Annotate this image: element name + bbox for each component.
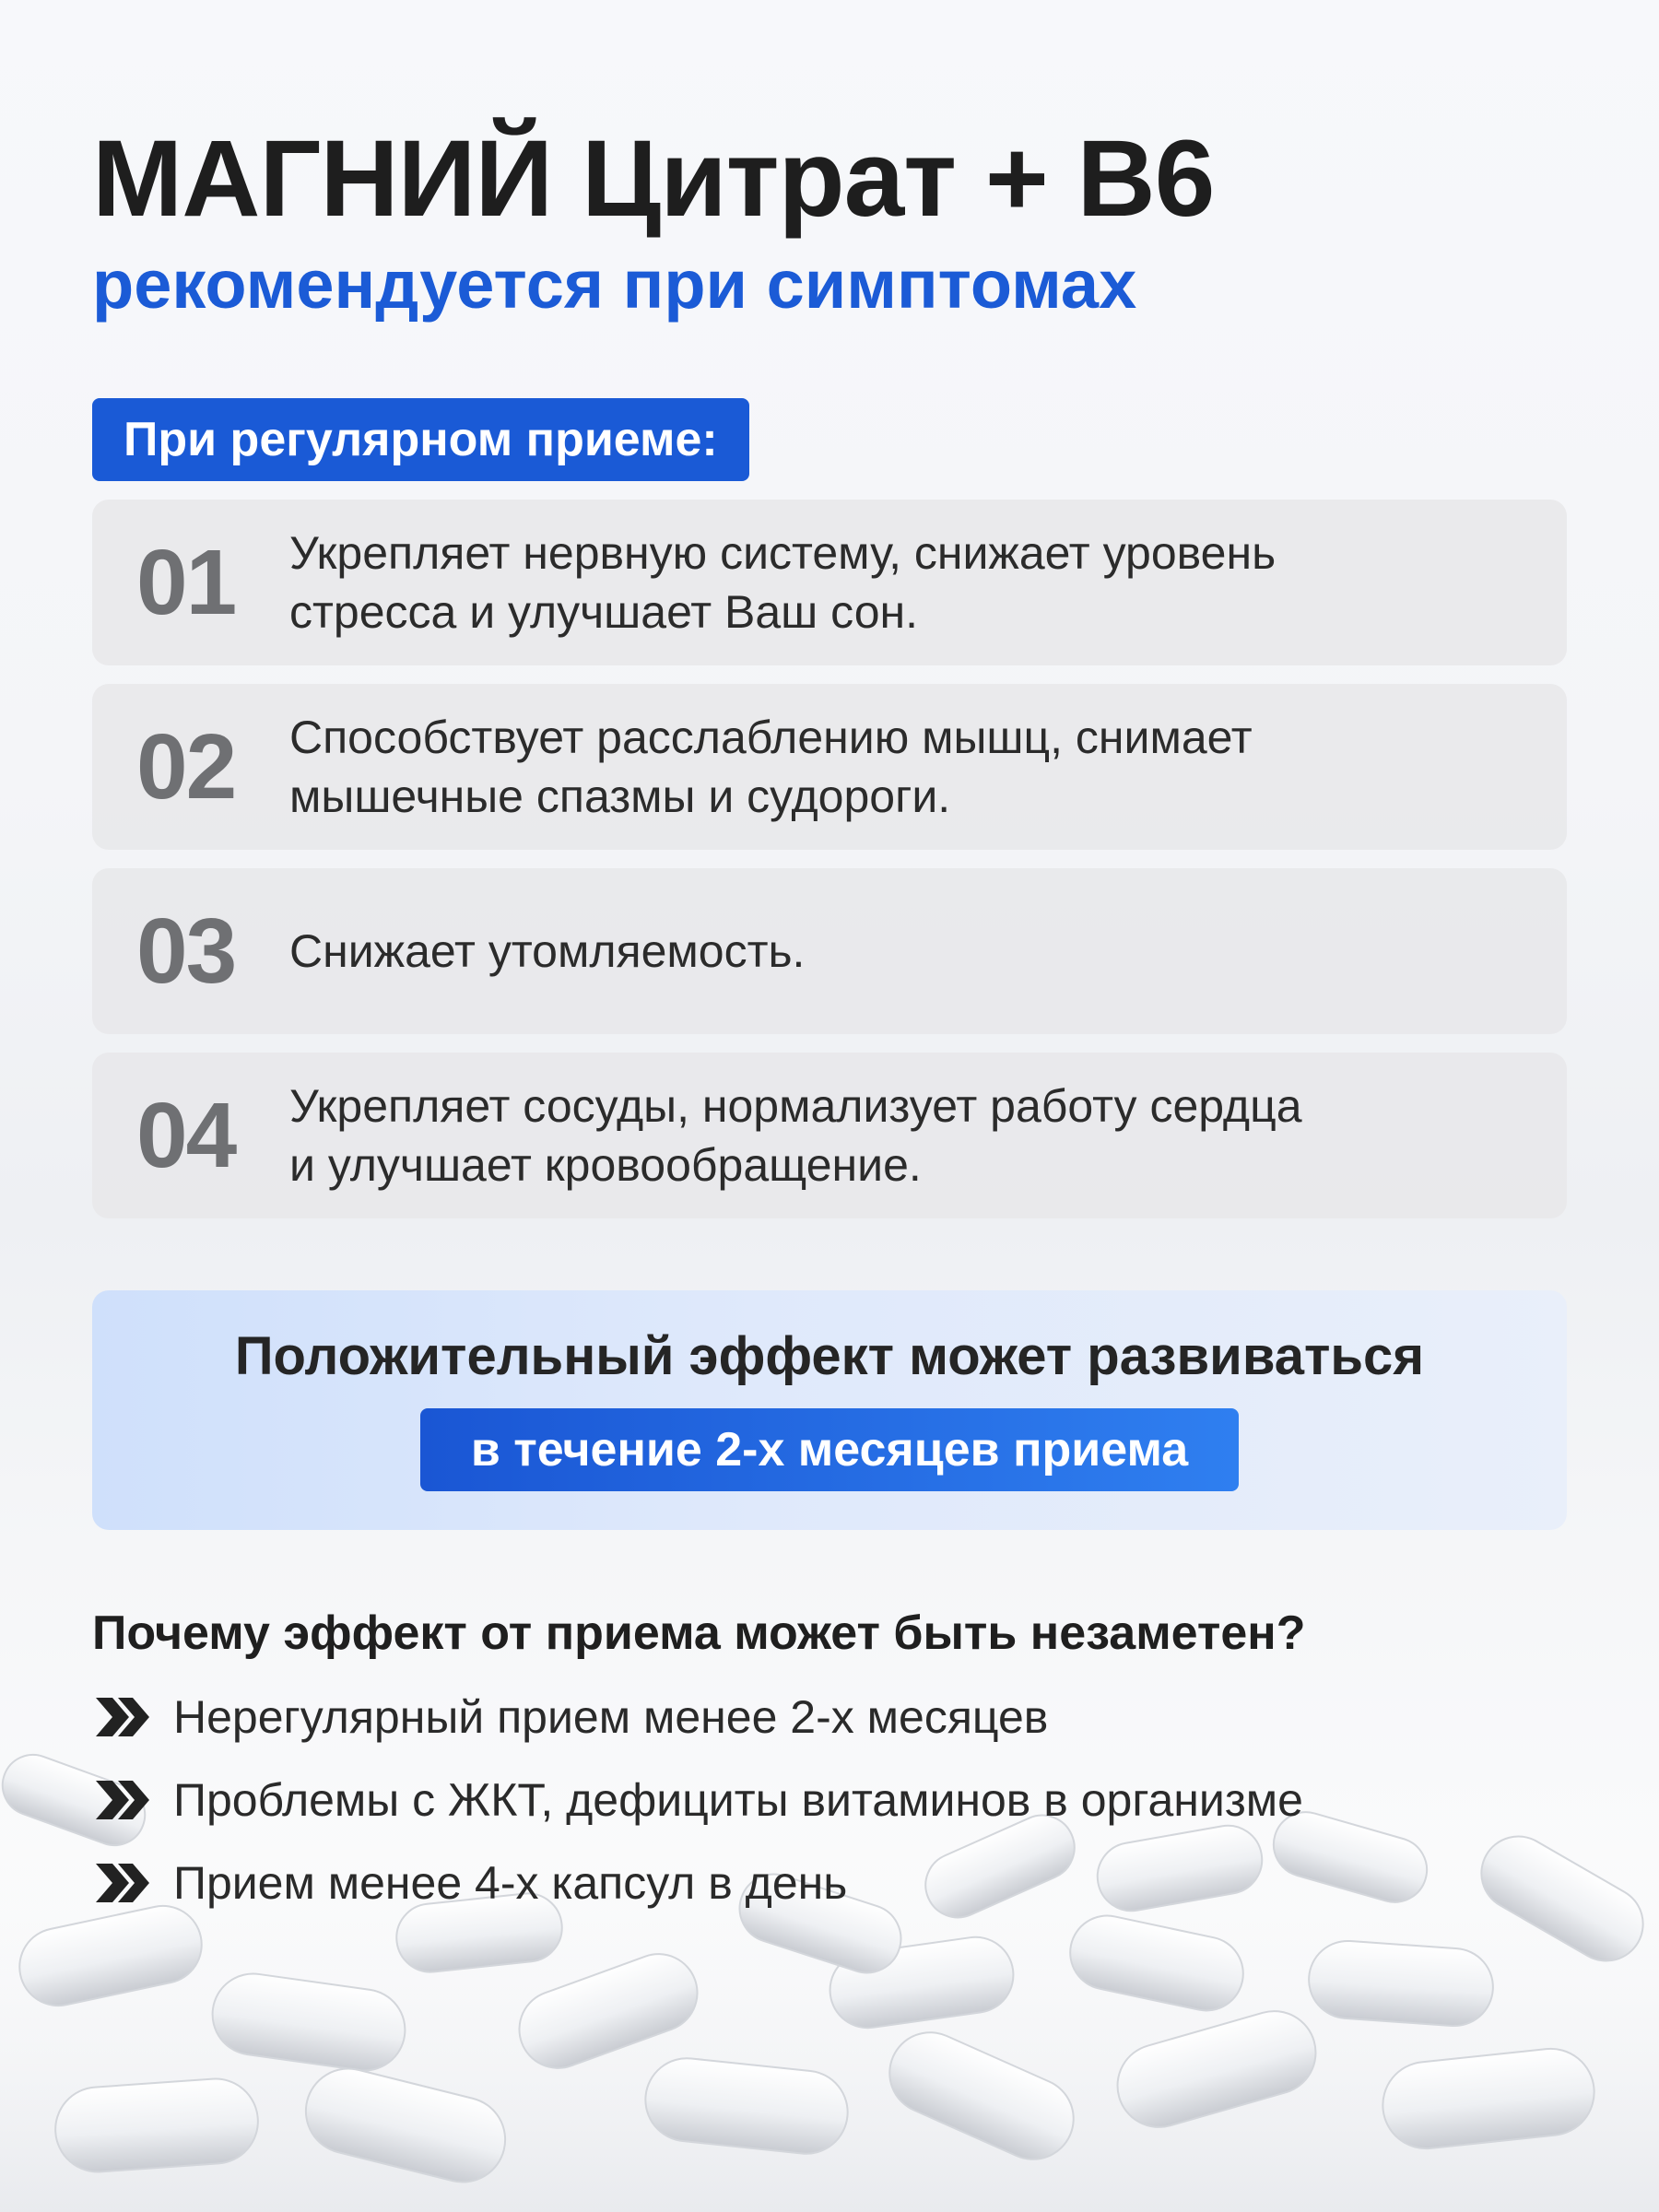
benefit-text: Снижает утомляемость. (289, 925, 806, 977)
effect-duration-badge: в течение 2-х месяцев приема (420, 1408, 1239, 1491)
benefit-number: 03 (136, 900, 236, 1003)
benefit-card-2 (92, 684, 1567, 850)
why-list-item (92, 1851, 847, 1915)
benefit-number: 04 (136, 1084, 236, 1187)
why-item-text: Проблемы с ЖКТ, дефициты витаминов в организме (173, 1774, 1303, 1826)
benefit-text: Способствует расслаблению мышц, снимает мышечные спазмы и судороги. (289, 712, 1253, 822)
why-list-item (92, 1685, 1048, 1749)
effect-title: Положительный эффект может развиваться (234, 1326, 1425, 1386)
benefit-number: 02 (136, 715, 236, 818)
benefit-text: Укрепляет нервную систему, снижает уровень стресса и улучшает Ваш сон. (289, 527, 1277, 638)
page-subtitle: рекомендуется при симптомах (92, 246, 1137, 323)
why-list-item (92, 1768, 1303, 1832)
effect-info-box (92, 1290, 1567, 1530)
benefit-card-3 (92, 868, 1567, 1034)
benefit-text: Укрепляет сосуды, нормализует работу сердца и улучшает кровообращение. (289, 1080, 1302, 1191)
benefit-card-1 (92, 500, 1567, 665)
regular-intake-badge: При регулярном приеме: (92, 398, 749, 481)
page-title: МАГНИЙ Цитрат + B6 (92, 118, 1215, 240)
benefit-card-4 (92, 1053, 1567, 1218)
why-section-title: Почему эффект от приема может быть незаметен? (92, 1606, 1306, 1660)
double-chevron-right-icon (92, 1694, 153, 1740)
why-item-text: Прием менее 4-х капсул в день (173, 1857, 848, 1909)
double-chevron-right-icon (92, 1777, 153, 1823)
benefit-number: 01 (136, 531, 236, 634)
why-item-text: Нерегулярный прием менее 2-х месяцев (173, 1691, 1049, 1743)
double-chevron-right-icon (92, 1860, 153, 1906)
